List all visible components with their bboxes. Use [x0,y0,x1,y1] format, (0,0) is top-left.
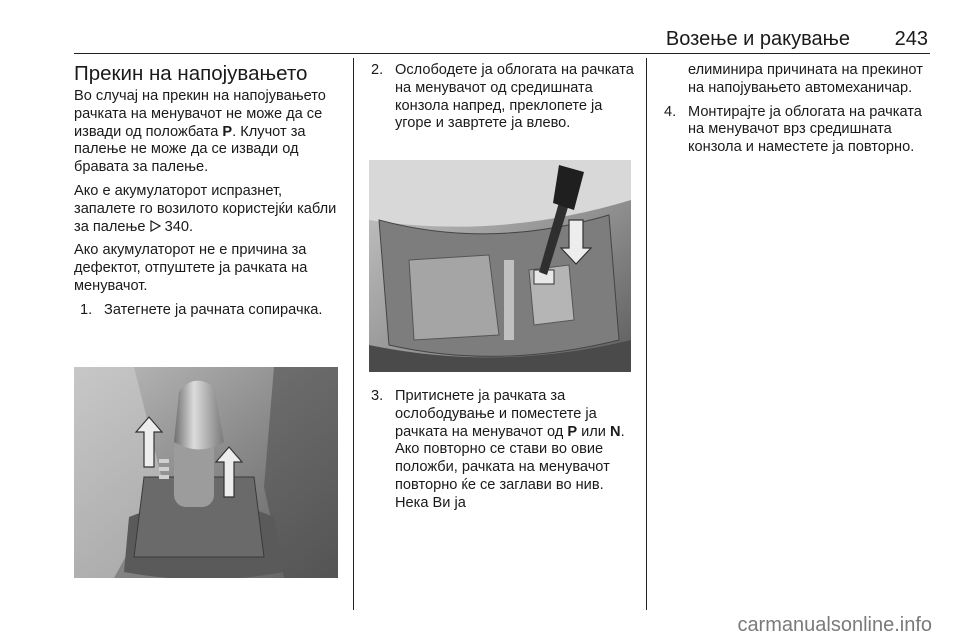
paragraph-text: . Клучот за палење не може да се извади од бравата за палење. [74,123,306,176]
paragraph-release-lever: Ако акумулаторот не е причина за дефектот, отпуштете ја рачката на менувачот. [74,242,308,294]
step-number: 4. [664,103,677,120]
gear-lever-illustration [74,367,338,578]
step-3 [365,388,635,513]
page-number: 243 [894,28,928,50]
header-title: Возење и ракување [665,28,850,50]
column-divider-1 [353,58,354,610]
step-2 [365,62,635,133]
step-text: Ослободете ја облогата на рачката на менувачот од средишната конзола напред, преклопете ја угоре и завртете ја влево. [395,62,634,132]
step-text [395,388,625,511]
gear-p-label: P [222,123,233,140]
section-title: Прекин на напојувањето [74,62,308,85]
console-screwdriver-illustration [369,160,631,372]
step-text: Затегнете ја рачната сопирачка. [104,301,323,318]
step-1 [74,302,346,320]
step-text-part: Притиснете ја рачката за ослободување и поместете ја рачката на менувачот од [395,388,597,440]
paragraph-text: Ако е акумулаторот испразнет, запалете го возилото користејќи кабли за палење [74,182,337,235]
page-reference: 340. [160,218,194,235]
continued-text: елиминира причината на прекинот на напојувањето автомеханичар. [688,62,923,96]
column-2 [365,62,635,139]
arrow-ref-icon[interactable] [150,219,161,235]
paragraph-battery [74,183,346,236]
column-2-lower [365,388,635,519]
column-divider-2 [646,58,647,610]
step-4 [658,104,930,157]
gear-n-label: N [610,423,621,440]
step-number: 2. [371,62,384,78]
step-number: 3. [371,388,384,404]
column-3 [658,62,930,163]
header-rule [74,53,930,54]
gear-p-label: P [567,423,578,440]
paragraph-text: Во случај на прекин на напојувањето рачката на менувачот не може да се извади од положбата [74,88,326,140]
column-1 [74,62,346,326]
step-text-part: или [577,423,611,440]
watermark: carmanualsonline.info [737,614,932,636]
step-number: 1. [80,301,93,318]
paragraph-power-failure [74,88,346,177]
step-text: Монтирајте ја облогата на рачката на менувачот врз средишната конзола и наместете ја повторно. [688,103,922,156]
step-text-part: . Ако повторно се стави во овие положби, рачката на менувачот повторно ќе се заглави во нив. Нека Ви ја [395,423,625,511]
